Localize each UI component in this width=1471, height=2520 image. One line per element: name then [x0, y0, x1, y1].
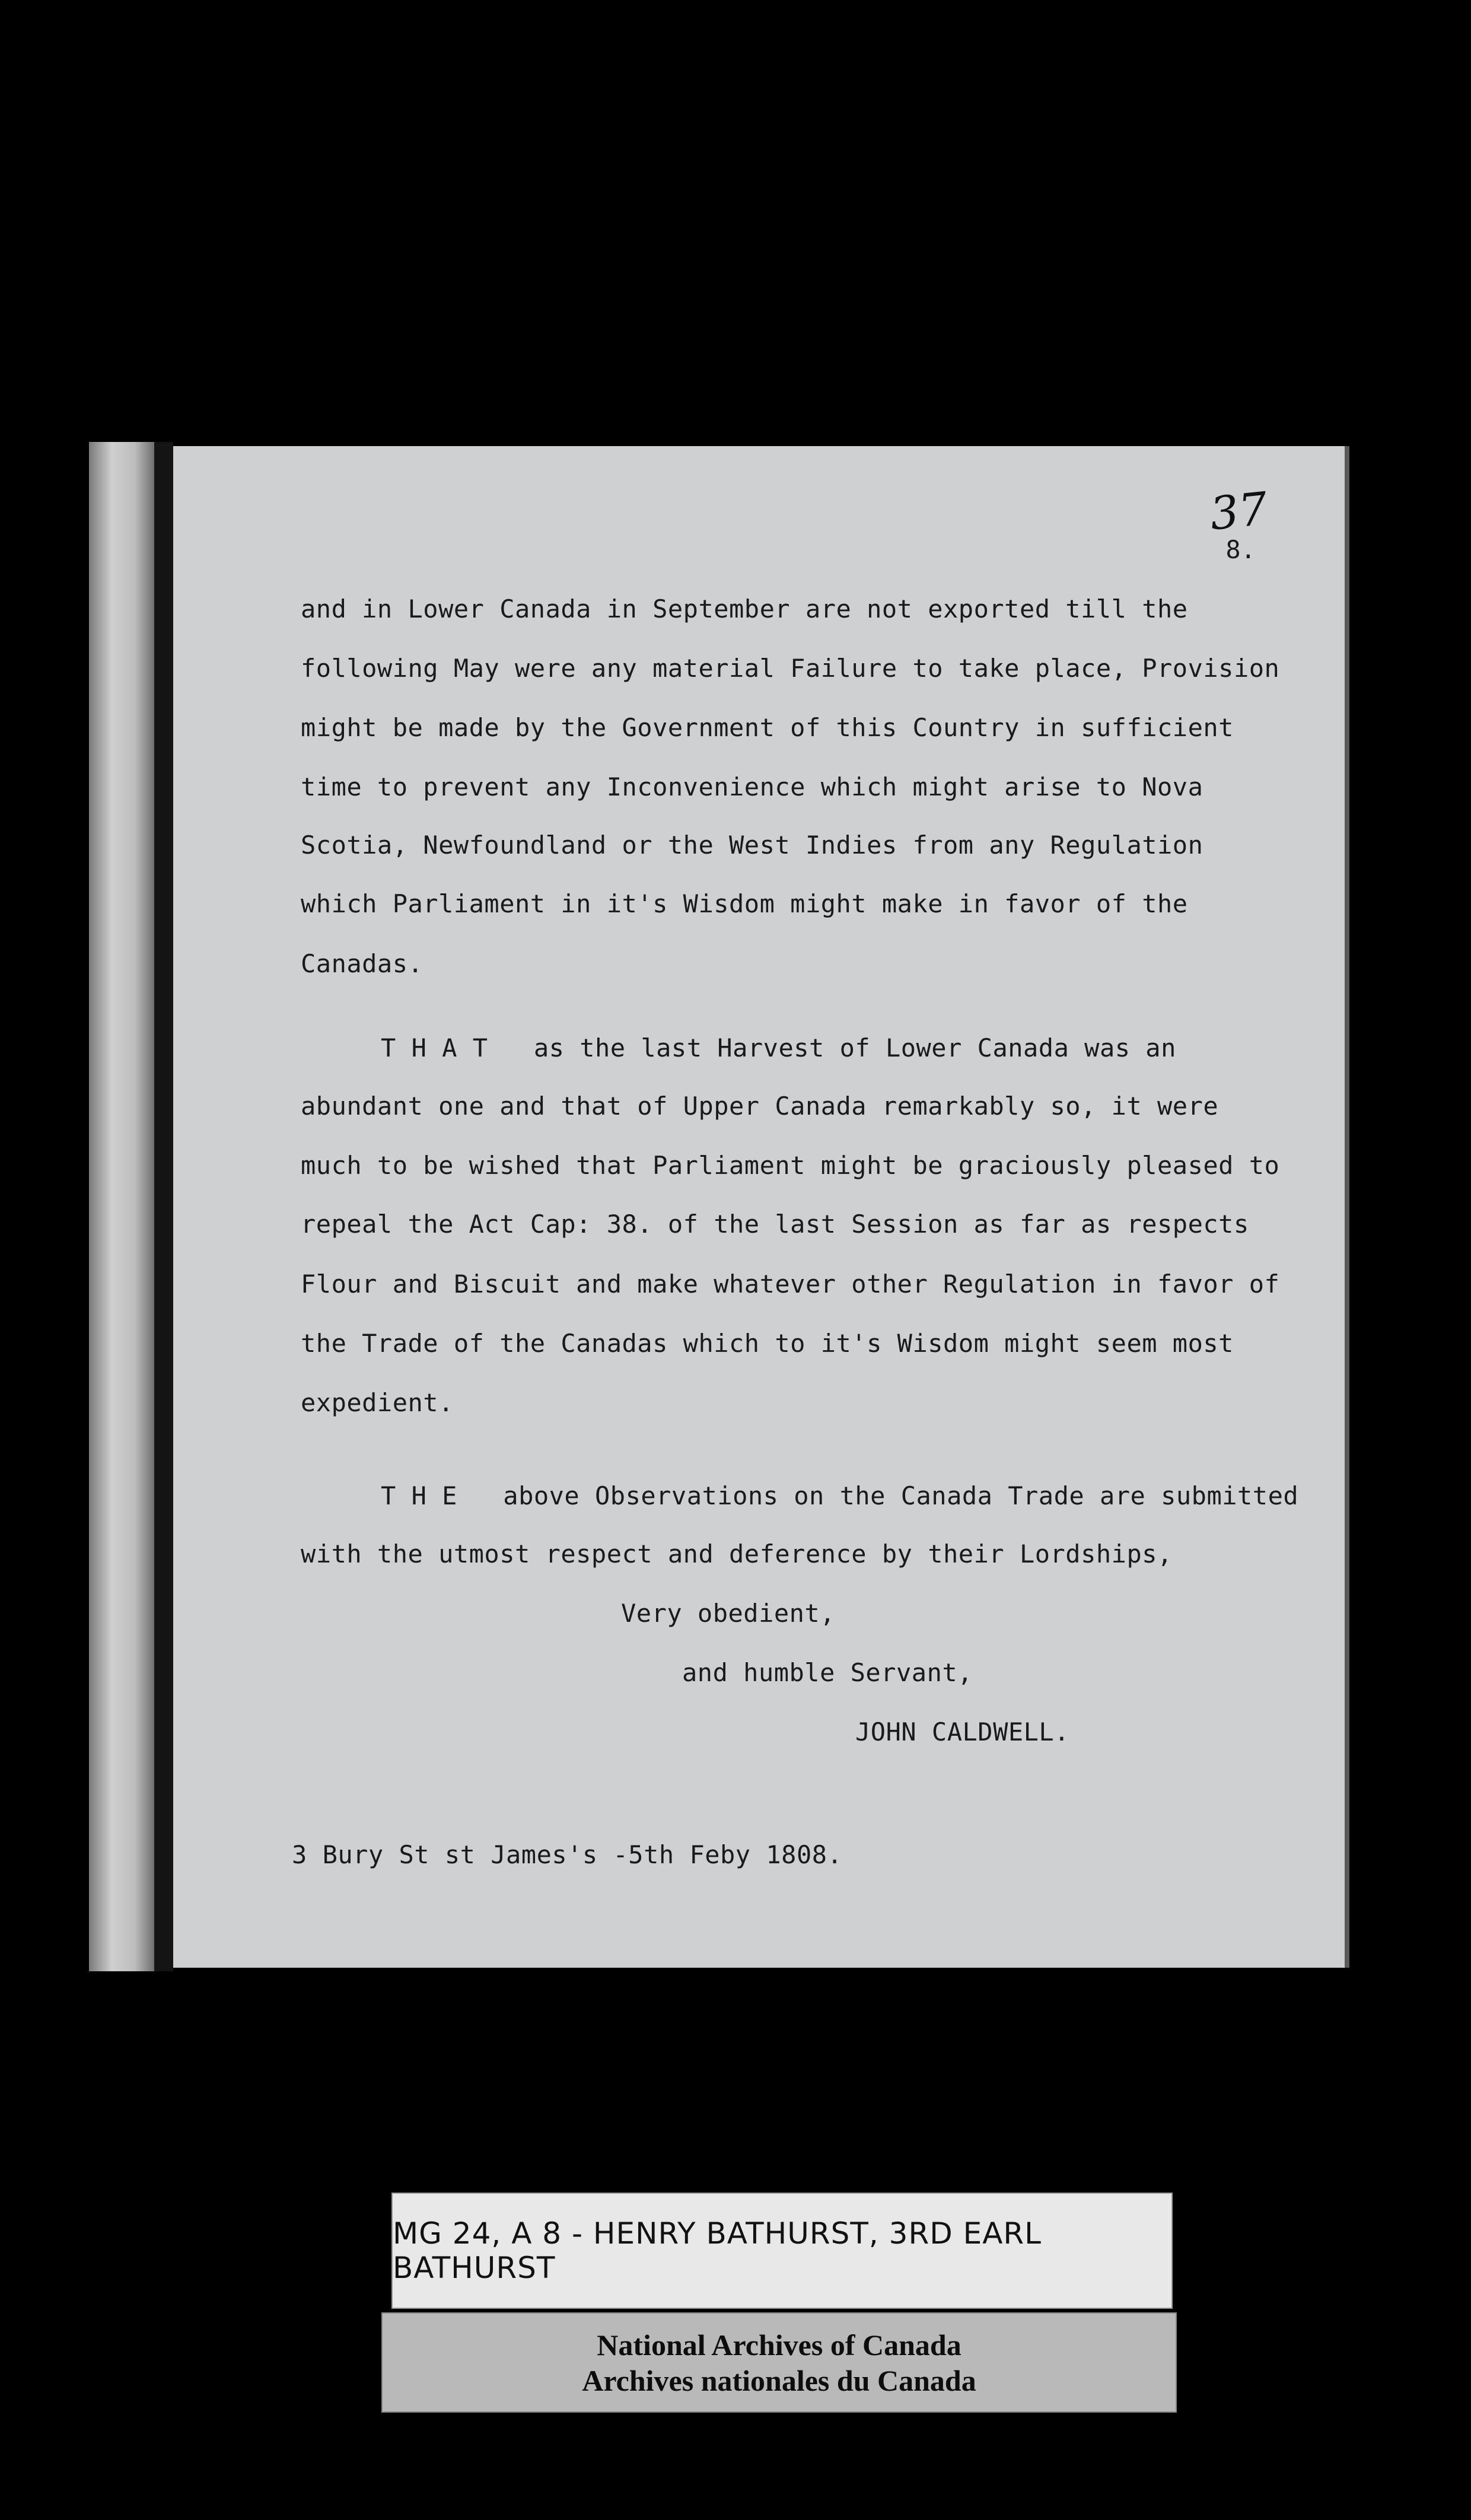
- closing-line: and humble Servant,: [682, 1658, 973, 1687]
- text-line: with the utmost respect and deference by their Lordships,: [301, 1539, 1173, 1568]
- reference-text: MG 24, A 8 - HENRY BATHURST, 3RD EARL BATHURST: [393, 2216, 1042, 2285]
- text-line: abundant one and that of Upper Canada remarkably so, it were: [301, 1092, 1219, 1121]
- text-line: Canadas.: [301, 949, 424, 978]
- folio-number: 37: [1207, 482, 1271, 540]
- text-line: expedient.: [301, 1388, 454, 1417]
- text-line: the Trade of the Canadas which to it's Wisdom might seem most: [301, 1329, 1234, 1358]
- text-line: time to prevent any Inconvenience which might arise to Nova: [301, 772, 1203, 801]
- text-line: T H A T as the last Harvest of Lower Canada was an: [381, 1033, 1176, 1062]
- archive-name-en: National Archives of Canada: [597, 2328, 961, 2362]
- document-page: [173, 446, 1345, 1968]
- signature: JOHN CALDWELL.: [855, 1717, 1070, 1746]
- text-line: which Parliament in it's Wisdom might make in favor of the: [301, 889, 1188, 918]
- text-line: repeal the Act Cap: 38. of the last Session as far as respects: [301, 1210, 1249, 1239]
- reference-label: [391, 2193, 1173, 2309]
- text-line: Flour and Biscuit and make whatever other Regulation in favor of: [301, 1269, 1280, 1299]
- archive-label: [381, 2312, 1177, 2413]
- text-line: T H E above Observations on the Canada Trade are submitted: [381, 1481, 1299, 1510]
- archive-name-fr: Archives nationales du Canada: [582, 2363, 976, 2397]
- text-line: following May were any material Failure to take place, Provision: [301, 654, 1280, 683]
- text-line: Scotia, Newfoundland or the West Indies from any Regulation: [301, 831, 1203, 860]
- text-line: and in Lower Canada in September are not exported till the: [301, 594, 1188, 623]
- closing-line: Very obedient,: [621, 1599, 836, 1628]
- text-line: might be made by the Government of this Country in sufficient: [301, 713, 1234, 742]
- binding-gap: [154, 442, 173, 1971]
- page-stack-edge: [89, 442, 154, 1971]
- address-line: 3 Bury St st James's -5th Feby 1808.: [292, 1840, 843, 1869]
- page-number: 8.: [1225, 535, 1256, 564]
- text-line: much to be wished that Parliament might be graciously pleased to: [301, 1151, 1280, 1180]
